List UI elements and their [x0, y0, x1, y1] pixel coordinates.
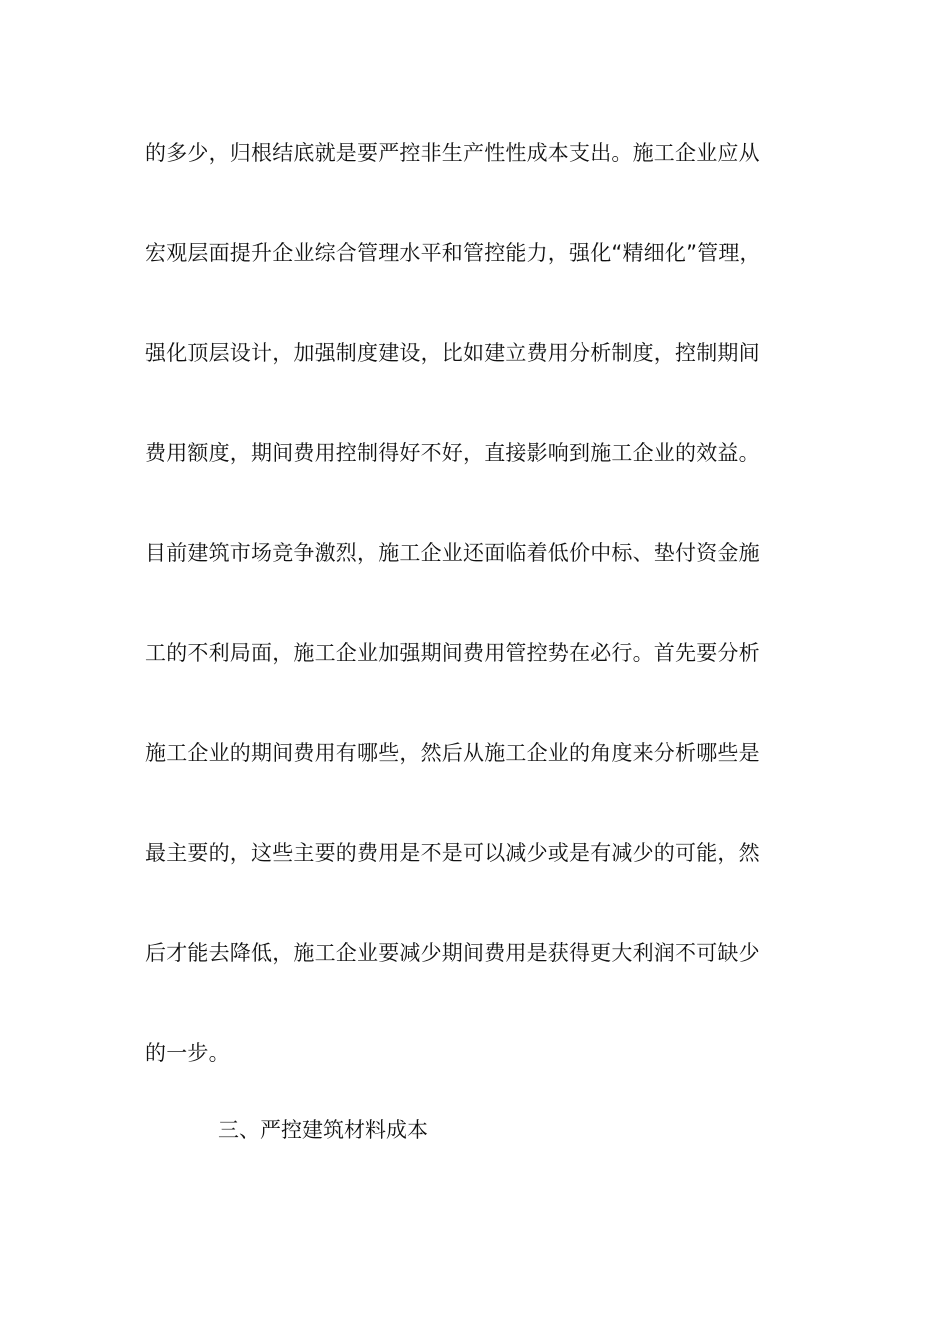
paragraph-line: 目前建筑市场竞争激烈，施工企业还面临着低价中标、垫付资金施: [145, 541, 760, 565]
paragraph-line: 工的不利局面，施工企业加强期间费用管控势在必行。首先要分析: [145, 641, 760, 665]
paragraph-line: 的多少，归根结底就是要严控非生产性性成本支出。施工企业应从: [145, 141, 760, 165]
body-paragraph: [145, 128, 835, 1128]
paragraph-line: 费用额度，期间费用控制得好不好，直接影响到施工企业的效益。: [145, 441, 760, 465]
section-heading: 三、严控建筑材料成本: [218, 1118, 428, 1142]
paragraph-line: 后才能去降低，施工企业要减少期间费用是获得更大利润不可缺少: [145, 941, 760, 965]
paragraph-line: 施工企业的期间费用有哪些，然后从施工企业的角度来分析哪些是: [145, 741, 760, 765]
paragraph-line: 最主要的，这些主要的费用是不是可以减少或是有减少的可能，然: [145, 841, 760, 865]
paragraph-line: 宏观层面提升企业综合管理水平和管控能力，强化“精细化”管理，: [145, 241, 761, 265]
paragraph-line: 的一步。: [145, 1041, 230, 1065]
paragraph-line: 强化顶层设计，加强制度建设，比如建立费用分析制度，控制期间: [145, 341, 760, 365]
